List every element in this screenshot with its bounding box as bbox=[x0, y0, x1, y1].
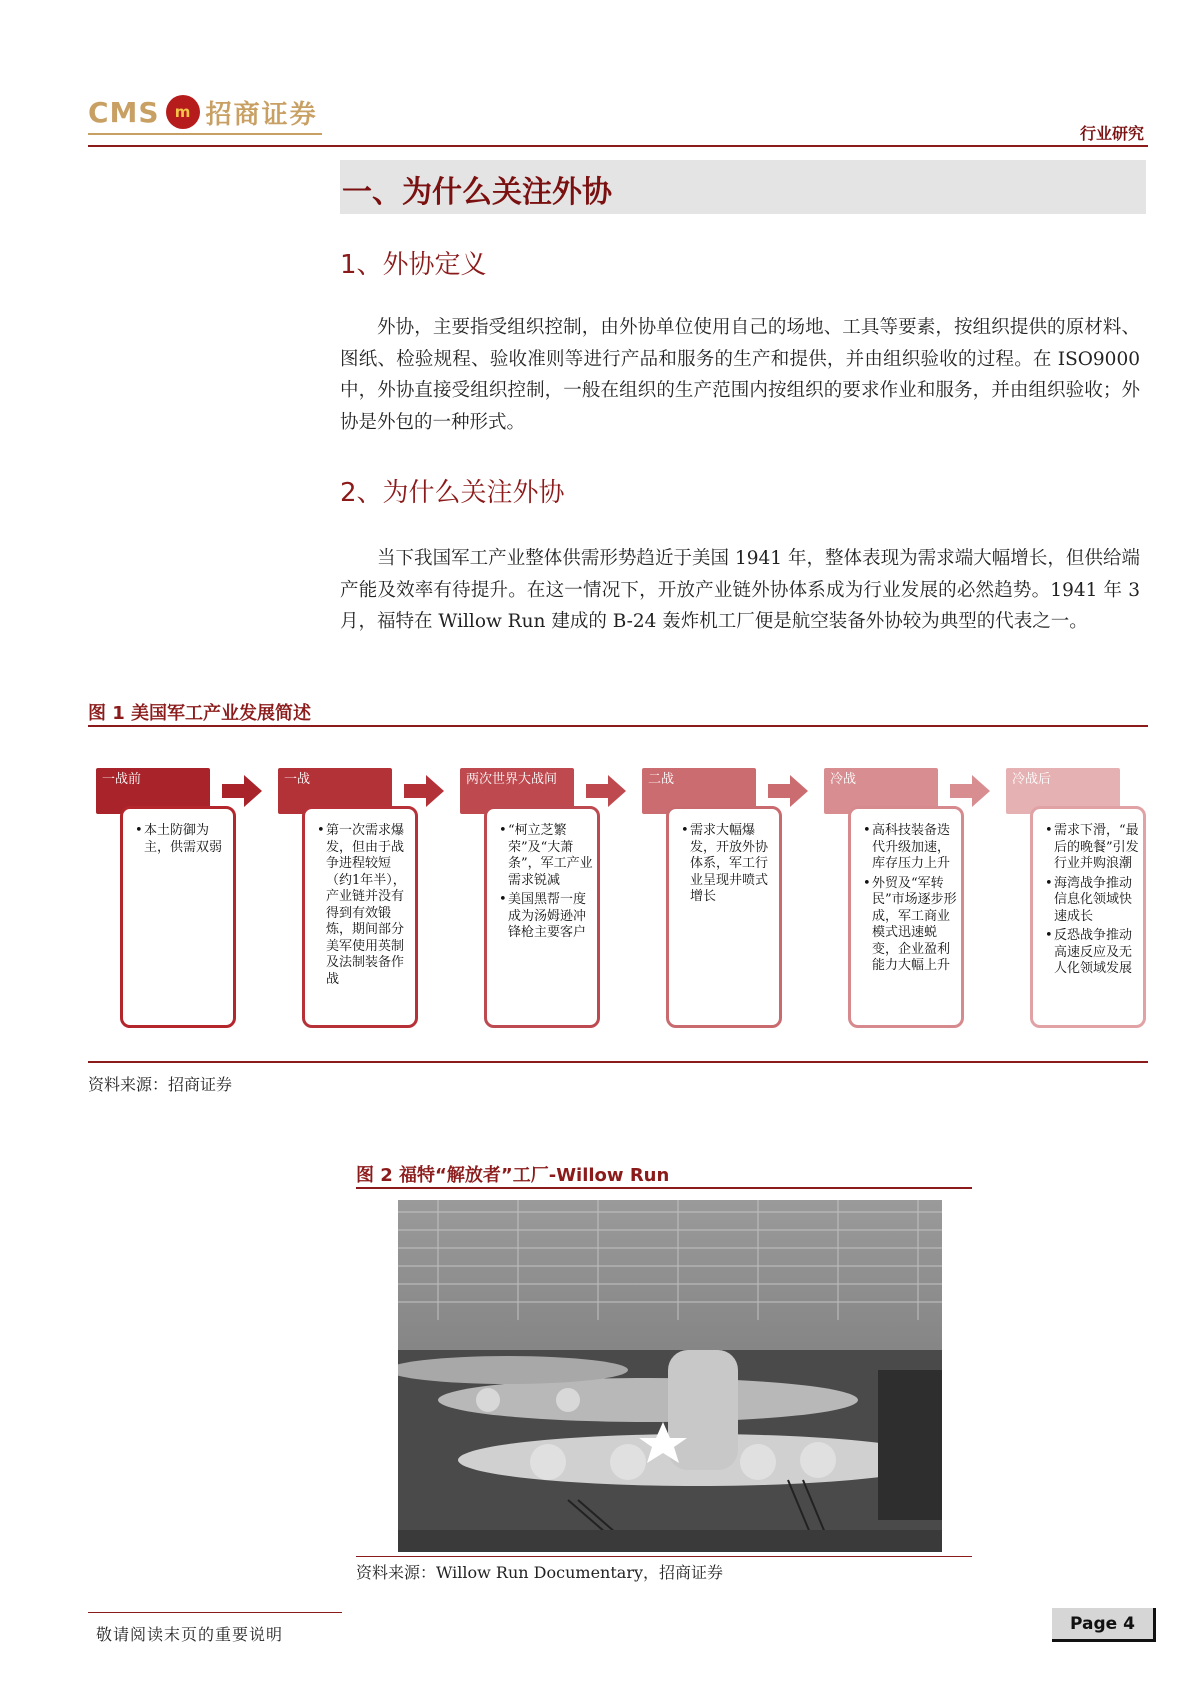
footer-divider bbox=[88, 1612, 342, 1613]
arrow-right-icon bbox=[768, 775, 808, 807]
figure2-source: 资料来源：Willow Run Documentary，招商证券 bbox=[356, 1563, 724, 1582]
footer-disclaimer-note: 敬请阅读末页的重要说明 bbox=[96, 1625, 284, 1644]
paragraph-2: 当下我国军工产业整体供需形势趋近于美国 1941 年，整体表现为需求端大幅增长，但供给端产能及效率有待提升。在这一情况下，开放产业链外协体系成为行业发展的必然趋势。1941 年 3 月，福特在 Willow Run 建成的 B-24 轰炸机工厂便是航空装备外协较为典型的代表之一。 bbox=[340, 548, 1140, 632]
stage-label: 冷战 bbox=[824, 768, 938, 814]
subsection-heading-2: 2、为什么关注外协 bbox=[340, 478, 565, 508]
timeline-stage bbox=[96, 768, 226, 1026]
figure2-title: 图 2 福特“解放者”工厂-Willow Run bbox=[356, 1165, 670, 1186]
logo-mark-icon: m bbox=[166, 95, 200, 129]
timeline-diagram bbox=[96, 768, 1148, 1038]
section-title-bar bbox=[340, 160, 1146, 214]
stage-box bbox=[666, 806, 782, 1028]
stage-item: • 海湾战争推动信息化领域快速成长 bbox=[1045, 876, 1139, 926]
arrow-right-icon bbox=[222, 775, 262, 807]
stage-label: 冷战后 bbox=[1006, 768, 1120, 814]
stage-box bbox=[848, 806, 964, 1028]
figure2-bottom-rule bbox=[356, 1556, 972, 1557]
stage-label: 一战 bbox=[278, 768, 392, 814]
arrow-right-icon bbox=[586, 775, 626, 807]
stage-item: • 需求下滑，“最后的晚餐”引发行业并购浪潮 bbox=[1045, 823, 1139, 873]
arrow-right-icon bbox=[404, 775, 444, 807]
stage-item: • 本土防御为主，供需双弱 bbox=[135, 823, 229, 856]
logo-cms-text: CMS bbox=[88, 95, 160, 129]
stage-item: • 外贸及“军转民”市场逐步形成，军工商业模式迅速蜕变，企业盈利能力大幅上升 bbox=[863, 876, 957, 975]
timeline-stage bbox=[278, 768, 408, 1026]
stage-label: 一战前 bbox=[96, 768, 210, 814]
stage-box bbox=[302, 806, 418, 1028]
subsection-heading-1: 1、外协定义 bbox=[340, 250, 487, 280]
timeline-stage bbox=[1006, 768, 1139, 1026]
arrow-right-icon bbox=[950, 775, 990, 807]
stage-box bbox=[1030, 806, 1146, 1028]
stage-item: • 反恐战争推动高速反应及无人化领域发展 bbox=[1045, 928, 1139, 978]
figure1-bottom-rule bbox=[88, 1061, 1148, 1063]
stage-item: • 需求大幅爆发，开放外协体系，军工行业呈现井喷式增长 bbox=[681, 823, 775, 906]
header-divider bbox=[88, 145, 1148, 147]
figure1-title: 图 1 美国军工产业发展简述 bbox=[88, 703, 312, 724]
logo-company-name: 招商证券 bbox=[205, 99, 318, 130]
figure1-top-rule bbox=[88, 725, 1148, 727]
figure2-top-rule bbox=[356, 1187, 972, 1189]
page-number-box bbox=[1052, 1608, 1156, 1642]
stage-item: • “柯立芝繁荣”及“大萧条”，军工产业需求锐减 bbox=[499, 823, 593, 889]
stage-box bbox=[120, 806, 236, 1028]
report-type-tag: 行业研究 bbox=[1079, 124, 1144, 143]
company-logo bbox=[88, 92, 318, 132]
stage-item: • 高科技装备迭代升级加速，库存压力上升 bbox=[863, 823, 957, 873]
stage-box bbox=[484, 806, 600, 1028]
figure1-source: 资料来源：招商证券 bbox=[88, 1075, 233, 1094]
paragraph-1: 外协，主要指受组织控制，由外协单位使用自己的场地、工具等要素，按组织提供的原材料、图纸、检验规程、验收准则等进行产品和服务的生产和提供，并由组织验收的过程。在 ISO9000 中，外协直接受组织控制，一般在组织的生产范围内按组织的要求作业和服务，并由组织验收；外协是外包的一种形式。 bbox=[340, 317, 1140, 433]
timeline-stage bbox=[460, 768, 593, 1026]
page-number: Page 4 bbox=[1070, 1614, 1135, 1634]
stage-item: • 第一次需求爆发，但由于战争进程较短（约1年半），产业链并没有得到有效锻炼，期间部分美军使用英制及法制装备作战 bbox=[317, 823, 411, 988]
stage-label: 两次世界大战间 bbox=[460, 768, 574, 814]
logo-underline bbox=[88, 133, 322, 135]
timeline-stage bbox=[642, 768, 772, 1026]
factory-photo bbox=[398, 1200, 942, 1552]
timeline-stage bbox=[824, 768, 957, 1026]
stage-item: • 美国黑帮一度成为汤姆逊冲锋枪主要客户 bbox=[499, 892, 593, 942]
stage-label: 二战 bbox=[642, 768, 756, 814]
section-title: 一、为什么关注外协 bbox=[342, 175, 612, 210]
